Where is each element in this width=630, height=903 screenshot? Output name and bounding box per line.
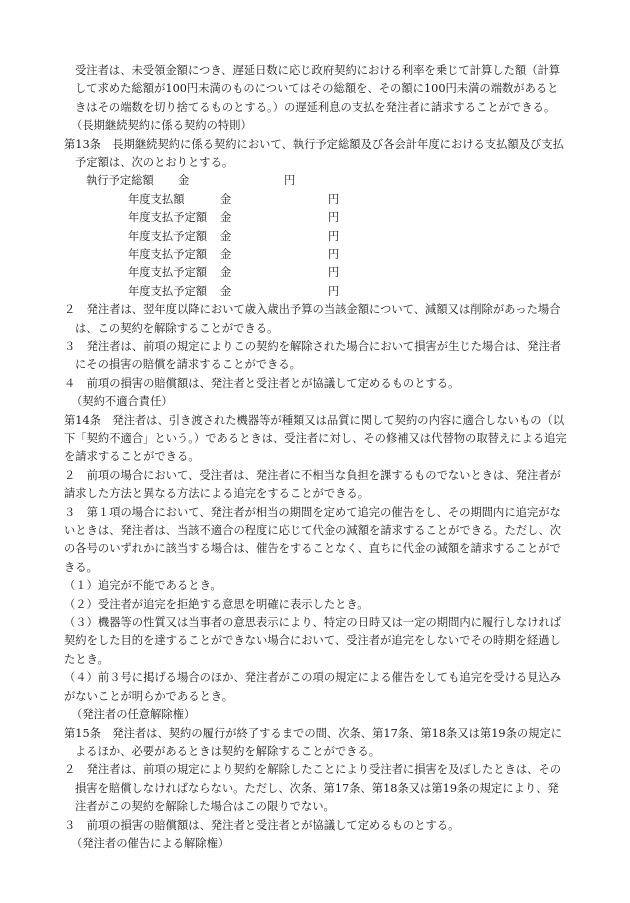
row-label: 年度支払予定額 [128,248,208,261]
heading-article-15: （発注者の任意解除権） [71,708,196,722]
kin-label: 金 [220,229,232,243]
table-row [64,246,569,264]
kin-label: 金 [220,248,232,261]
article-13-paragraph-3: ３ 発注者は、前項の規定によりこの契約を解除された場合において損害が生じた場合は、発注者にその損害の賠償を請求することができる。 [64,339,562,372]
row-label: 年度支払予定額 [128,211,208,225]
yen-label: 円 [328,211,340,225]
payment-schedule-table [64,172,569,301]
table-row [64,283,569,301]
article-13-paragraph-4: ４ 前項の損害の賠償額は、発注者と受注者とが協議して定めるものとする。 [64,376,460,390]
table-row [64,209,569,227]
yen-label: 円 [328,284,340,298]
kin-label: 金 [220,192,232,206]
kin-label: 金 [220,266,232,280]
table-row [64,228,569,246]
list-item-3: （３）機器等の性質又は当事者の意思表示により、特定の日時又は一定の期間内に履行しなければ契約をした目的を達することができない場合において、受注者が追完をしないでその時期を経過したとき。 [64,616,562,666]
exec-total-row [64,172,569,190]
kin-label: 金 [178,174,190,188]
heading-article-13: （長期継続契約に係る契約の特則） [71,119,252,133]
heading-article-16: （発注者の催告による解除権） [71,836,230,850]
paragraph-delay-interest: 受注者は、未受領金額につき、遅延日数に応じ政府契約における利率を乗じて計算した額（計算して求めた総額が100円未満のものについてはその総額を、その額に100円未満の端数があるときはその端数を切り捨てるものとする。）の遅延利息の支払を発注者に請求することができる。 [75,64,561,114]
yen-label: 円 [284,174,296,188]
table-row [64,191,569,209]
article-15-paragraph-3: ３ 前項の損害の賠償額は、発注者と受注者とが協議して定めるものとする。 [64,818,460,832]
article-14: 第14条 発注者は、引き渡された機器等が種類又は品質に関して契約の内容に適合しないもの（以下「契約不適合」という。）であるときは、受注者に対し、その修補又は代替物の取替えによる追完を請求することができる。 [64,413,567,464]
row-label: 年度支払額 [128,192,185,206]
article-13: 第13条 長期継続契約に係る契約において、執行予定総額及び各会計年度における支払額及び支払予定額は、次のとおりとする。 [64,137,564,170]
text-block-1 [64,62,569,853]
yen-label: 円 [328,229,340,243]
list-item-4: （４）前３号に掲げる場合のほか、発注者がこの項の規定による催告をしても追完を受ける見込みがないことが明らかであるとき。 [64,671,562,703]
list-item-2: （２）受注者が追完を拒絶する意思を明確に表示したとき。 [64,597,369,611]
article-14-paragraph-3: ３ 第１項の場合において、発注者が相当の期間を定めて追完の催告をし、その期間内に追完がないときは、発注者は、当該不適合の程度に応じて代金の減額を請求することができる。ただし、次の各号のいずれかに該当する場合は、催告をすることなく、直ちに代金の減額を請求することができる。 [64,505,562,574]
yen-label: 円 [328,266,340,280]
row-label: 年度支払予定額 [128,266,208,280]
table-row [64,264,569,282]
article-14-paragraph-2: ２ 前項の場合において、受注者は、発注者に不相当な負担を課するものでないときは、発注者が請求した方法と異なる方法による追完をすることができる。 [64,468,561,501]
article-15: 第15条 発注者は、契約の履行が終了するまでの間、次条、第17条、第18条又は第19条の規定によるほか、必要があるときは契約を解除することができる。 [64,726,563,758]
list-item-1: （１）追完が不能であるとき。 [64,579,222,593]
row-label: 年度支払予定額 [128,284,208,298]
yen-label: 円 [328,248,340,261]
article-15-paragraph-2: ２ 発注者は、前項の規定により契約を解除したことにより受注者に損害を及ぼしたときは、その損害を賠償しなければならない。ただし、次条、第17条、第18条又は第19条の規定により、発注者がこの契約を解除した場合はこの限りでない。 [64,763,562,814]
article-13-paragraph-2: ２ 発注者は、翌年度以降において歳入歳出予算の当該金額について、減額又は削除があった場合は、この契約を解除することができる。 [64,303,561,335]
heading-article-14: （契約不適合責任） [71,395,173,409]
kin-label: 金 [220,211,232,225]
kin-label: 金 [220,284,232,298]
yen-label: 円 [328,192,340,206]
row-label: 年度支払予定額 [128,229,208,243]
exec-total-label: 執行予定総額 [86,174,154,188]
